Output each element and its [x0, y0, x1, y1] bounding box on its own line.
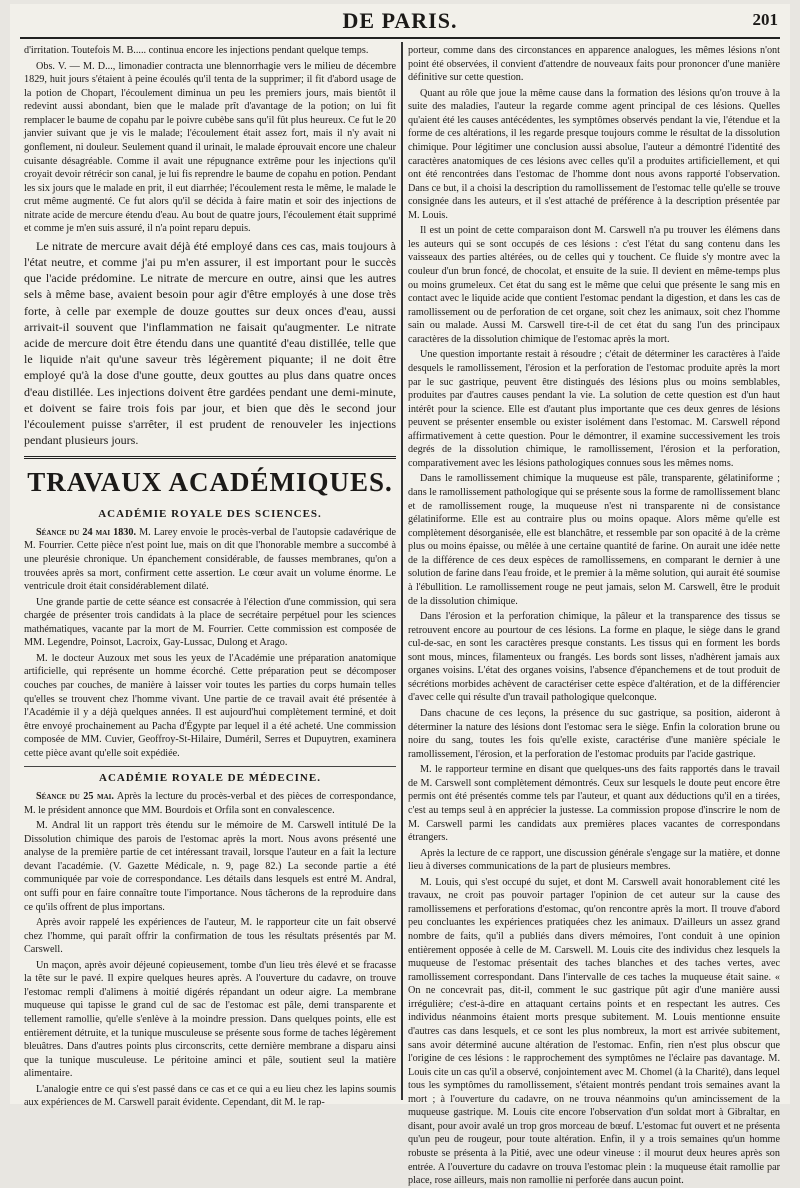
paragraph: Quant au rôle que joue la même cause dans la formation des lésions qu'on trouve à la suite des maladies, l'auteur la regarde comme agent principal de ces lésions. Quelles qu'aient été les causes antécédentes, les symptômes observés pendant la vie, l'étendue et la forme de ces altérations, il les regarde presque toujours comme le résultat de la dissolution chimique. Pour légitimer une conclusion aussi absolue, l'auteur a démontré l'identité des caractères anatomiques de ces lésions avec celles qu'il a produites artificiellement, et qui ont été rencontrées dans l'estomac de l'homme dont nous avons rapporté l'observation. Dans ce but, il a choisi la description du ramollissement de l'estomac telle qu'elle se trouve consignée dans les auteurs, et il s'est attaché de préférence à la description présentée par M. Louis.: [408, 87, 780, 221]
paragraph: [24, 790, 396, 817]
paragraph: Dans l'érosion et la perforation chimique, la pâleur et la transparence des tissus se retrouvent encore au pourtour de ces lésions. La forme en plaque, le siège dans le grand cul-de-sac, en sont les caractères presque constants. Les tissus qui en forment les bords sont mous, minces, filamenteux ou frangés. Les bords sont lisses, n'adhèrent jamais aux organes voisins. L'état des organes voisins, l'absence d'épanchemens et de tout produit de sécrétions morbides achèvent de caractériser cette espèce d'altération, et de la différencier d'avec celle qui résulte d'un travail pathologique quelconque.: [408, 611, 780, 704]
paragraph: M. le rapporteur termine en disant que quelques-uns des faits rapportés dans le travail de M. Carswell sont complètement démontrés. Ceux sur lesquels le doute peut encore être permis ont été présentés comme tels par l'auteur, et quant aux déductions qu'il en a tirées, c'est au temps seul à en apprécier la justesse. La commission propose d'inscrire le nom de M. Carswell parmi les candidats aux premières places vacantes de correspondans étrangers.: [408, 764, 780, 844]
right-column: [408, 44, 780, 1187]
page-header: [10, 4, 790, 38]
section-title: TRAVAUX ACADÉMIQUES.: [27, 467, 393, 498]
paragraph: M. Louis, qui s'est occupé du sujet, et dont M. Carswell avait honorablement cité les travaux, ne croit pas pouvoir partager l'opinion de cet auteur sur la cause des ramollissemens et perforations d'estomac, qu'on rencontre après la mort. Il trouve d'abord peu concluantes les expériences pratiquées chez les animaux. D'ailleurs un assez grand nombre de faits, qu'il a publiés dans divers mémoires, l'ont conduit à une opinion entièrement opposée à celle de M. Carswell. M. Louis cite des individus chez lesquels la muqueuse de l'estomac présentait des taches blanches et des taches vertes, avec ramollissement correspondant. Dans l'intervalle de ces taches la muqueuse était saine. « On ne concevrait pas, dit-il, comment le suc gastrique pût agir d'une manière aussi irrégulière; c'est-à-dire en attaquant certains points et en respectant les autres. Ces individus néanmoins étaient morts presque subitement. M. Louis mentionne ensuite d'autres cas dans lesquels, et ce sont les plus nombreux, la mort est arrivée subitement, sans avoir déterminé aucune altération de l'estomac. Enfin, rien n'est plus obscur que l'origine de ces lésions : le rapprochement des symptômes ne l'éclaire pas davantage. M. Louis cite un cas qu'il a observé, conjointement avec M. Chomel (à la Charité), dans lequel tous les symptômes du ramollissement, s'étaient montrés pendant trois semaines avant la mort ; à l'ouverture du cadavre, on ne trouva néanmoins qu'un amincissement de la muqueuse gastrique. M. Louis cite encore l'observation d'un soldat mort à Gibraltar, en disant, pour avoir avalé un trop gros morceau de bœuf. L'estomac fut ouvert et ne présenta qu'un peu de rougeur, pour toute altération. Enfin, il y a trois semaines qu'un homme robuste se présenta à la Pitié, avec une odeur vineuse : il mourut deux heures après son entrée. A l'ouverture du cadavre on trouva l'estomac plein : la muqueuse était ramollie par place, rose ailleurs, mais non ramollie ni perforée dans aucun point.: [408, 876, 780, 1187]
paragraph: Dans chacune de ces leçons, la présence du suc gastrique, sa position, aideront à déterminer la nature des lésions dont l'estomac sera le siège. Enfin la coloration brune ou noire du sang, toutes les fois qu'elle existe, caractérise d'une manière spéciale le ramollissement, l'érosion, et la perforation de l'estomac produits par l'acide gastrique.: [408, 708, 780, 760]
section-rule: [24, 456, 396, 459]
paragraph-text: M. Larey envoie le procès-verbal de l'autopsie cadavérique de M. Fourrier. Cette pièce n'est point lue, mais on dit que l'honorable membre a succombé à une pleurésie chronique. Un épanchement considérable, de fausses membranes, qu'on a trouvées après sa mort, confirment cette assertion. Le cœur avait un volume énorme. Le ventricule droit était considérablement dilaté.: [24, 526, 396, 593]
paragraph: Une question importante restait à résoudre ; c'était de déterminer les caractères à l'aide desquels le ramollissement, l'érosion et la perforation de l'estomac produite après la mort par le suc gastrique, peuvent être distingués des lésions plus ou moins semblables, produites par d'autres causes pendant la vie. La solution de cette question est d'un haut intérêt pour la science. Elle est d'autant plus importante que ces deux genres de lésions peuvent se présenter ensemble ou exister isolément dans l'estomac. M. Carswell répond affirmativement à cette question. Pour le démontrer, il examine successivement les trois degrés de la dissolution chimique, le ramollissement, l'érosion et la perforation, comparativement avec les lésions pathologiques connues sous les mêmes noms.: [408, 349, 780, 469]
newspaper-page: [10, 4, 790, 1187]
paragraph: Après avoir rappelé les expériences de l'auteur, M. le rapporteur cite un fait observé chez l'homme, qui paraît offrir la confirmation de tous les résultats présentés par M. Carswell.: [24, 917, 396, 956]
paragraph: M. le docteur Auzoux met sous les yeux de l'Académie une préparation anatomique artificielle, qui représente un homme écorché. Cette préparation peut se décomposer couches par couches, de manière à laisser voir toutes les parties du corps humain telles qu'elles se trouvent chez l'homme vivant. Une partie de ce travail avait été présentée à l'Académie il y a déjà quelques années. Il est aujourd'hui complètement terminé, et doit être envoyé prochainement au Pacha d'Égypte par lequel il a été acheté. Une commission composée de MM. Cuvier, Geoffroy-St-Hilaire, Duméril, Serres et Dupuytren, examinera cette pièce avant qu'elle soit expédiée.: [24, 652, 396, 759]
paragraph: Il est un point de cette comparaison dont M. Carswell n'a pu trouver les élémens dans les auteurs qui se sont occupés de ces lésions : c'est l'état du sang contenu dans les vaisseaux des parties altérées, ou de celles qui y touchent. Ce fluide s'y montre avec la couleur d'un brun foncé, de chocolat, et ensuite de la suie. Il devient en même-temps plus ou moins grumeleux. Cet état du sang est le même que celui que présente le sang mis en contact avec le liquide acide que contient l'estomac pendant la digestion, et dans les cas de ramollissement ou de perforation de cet organe, soit chez les animaux, soit chez l'homme sain ou malade. Aussi M. Carswell tire-t-il de cet état du sang l'un des principaux caractères de la dissolution chimique de l'estomac après la mort.: [408, 225, 780, 345]
paragraph: porteur, comme dans des circonstances en apparence analogues, les mêmes lésions n'ont point été observées, il convient d'attendre de nouveaux faits pour prononcer d'une manière définitive sur cette question.: [408, 45, 780, 84]
paragraph: Dans le ramollissement chimique la muqueuse est pâle, transparente, gélatiniforme ; dans le ramollissement pathologique qui se présente sous la forme de ramollissement blanc et de ramollissement rouge, la muqueuse n'est ni transparente ni de consistance gélatiniforme. Elle est au contraire plus ou moins opaque. Alors même qu'elle est complètement désorganisée, elle est blanchâtre, et ressemble par son opacité à de la crème plus ou moins épaisse, ou mêlée à une certaine quantité de farine. On aurait une idée nette de la différence de ces deux espèces de ramollissemens, en comparant le dernier à une solution de farine dans l'eau froide, et le premier à la même solution, qui aurait été soumise à l'ébullition. Le ramollissement rouge ne peut jamais, selon M. Carswell, être le produit de la dissolution chimique.: [408, 473, 780, 607]
academy-heading: ACADÉMIE ROYALE DES SCIENCES.: [98, 508, 322, 521]
paragraph: Une grande partie de cette séance est consacrée à l'élection d'une commission, qui sera chargée de présenter trois candidats à la place de secrétaire perpétuel pour les sciences mathématiques, vacante par la mort de M. Fourrier. Cette commission est composée de MM. Legendre, Poinsot, Lacroix, Gay-Lussac, Dulong et Arago.: [24, 596, 396, 649]
paragraph-text: Après la lecture du procès-verbal et des pièces de correspondance, M. le président annonce que MM. Bourdois et Orfila sont en convalescence.: [24, 791, 397, 816]
seance-date: Séance du 25 mai.: [36, 791, 114, 803]
running-head: DE PARIS.: [342, 8, 458, 33]
paragraph: L'analogie entre ce qui s'est passé dans ce cas et ce qui a eu lieu chez les lapins soumis aux expériences de M. Carswell parait évidente. Cependant, dit M. le rap-: [24, 1083, 396, 1109]
column-divider: [401, 42, 403, 1100]
page-number: 201: [752, 10, 778, 29]
paragraph: Obs. V. — M. D..., limonadier contracta une blennorrhagie vers le milieu de décembre 1829, huit jours s'étaient à peine écoulés qu'il tenta de la supprimer; il fit d'abord usage de la potion de Chopart, l'écoulement diminua un peu les premiers jours, mais bientôt il redevint aussi abondant, bien que le malade prît d'avantage de la potion; on lui fit remplacer le baume de copahu par le poivre cubèbe sans qu'il fût plus heureux. Ce fut le 20 janvier suivant que je vis le malade; l'écoulement était assez fort, mais il n'y avait ni gonflement, ni douleur. Seulement quand il urinait, le malade éprouvait encore une chaleur cuisante désagréable. Comme il avait une répugnance extrême pour les injections qu'il croyait devoir rétrécir son canal, je lui fis reprendre le baume de copahu en potion. Pendant les six jours que le malade en prit, il eut diarrhée; l'écoulement resta le même, le malade le crut même augmenté. Ce fut alors qu'il se décida à faire matin et soir des injections de nitrate acide de mercure étendu d'eau. Au bout de quatre jours, l'écoulement était supprimé et comme je m'en suis assuré, il n'a point reparu depuis.: [24, 60, 396, 235]
paragraph: [24, 526, 396, 594]
academy-heading: ACADÉMIE ROYALE DE MÉDECINE.: [24, 766, 396, 786]
paragraph: d'irritation. Toutefois M. B..... continua encore les injections pendant quelque temps.: [24, 45, 369, 56]
left-column: [24, 44, 397, 1109]
paragraph: M. Andral lit un rapport très étendu sur le mémoire de M. Carswell intitulé De la Dissolution chimique des parois de l'estomac après la mort. Nous avons présenté une analyse de la première partie de cet intéressant travail, lorsque l'auteur en a fait la lecture devant l'académie. (V. Gazette Médicale, n. 9, page 82.) La seconde partie a été communiquée par voie de correspondance. Les détails dans lesquels est entré M. Andral, ont suffi pour en faire connaître toute l'importance. Nous tâcherons de la reproduire dans ce qu'ils offrent de plus importans.: [24, 820, 396, 913]
paragraph: Après la lecture de ce rapport, une discussion générale s'engage sur la matière, et donne lieu à diverses communications de la part de plusieurs membres.: [408, 847, 780, 873]
paragraph: Le nitrate de mercure avait déjà été employé dans ces cas, mais toujours à l'état neutre, et comme j'ai pu m'en assurer, il est important pour le succès que l'acide prédomine. Le nitrate de mercure en outre, ainsi que les autres sels à même base, avaient besoin pour agir d'être employés à une dose très forte, à celle par exemple de douze gouttes sur deux onces d'eau, aussi arrivait-il souvent que l'inflammation ne faisait qu'augmenter. Le nitrate acide de mercure doit être étendu dans une quantité d'eau distillée, telle que le liquide n'ait qu'une saveur très légèrement piquante; il ne doit être employé qu'à la dose d'une goutte, deux gouttes au plus dans quatre onces d'eau distillée. Les injections doivent être gardées pendant une demi-minute, et doivent se faire trois fois par jour, et bien que dès le second jour l'écoulement puisse s'arrêter, il est prudent de renouveler les injections pendant plusieurs jours.: [24, 238, 396, 448]
header-rule: [20, 37, 780, 39]
paragraph: Un maçon, après avoir déjeuné copieusement, tombe d'un lieu très élevé et se fracasse la tête sur le pavé. Il expire quelques heures après. A l'ouverture du cadavre, on trouve l'estomac rempli d'alimens à moitié digérés répandant un odeur aigre. La membrane muqueuse qui tapisse le grand cul de sac de l'estomac est pâle, demi transparente et tellement ramollie, qu'elle s'enlève à la moindre pression. Dans quelques points, elle est entièrement détruite, et la tunique musculeuse se présente sous forme de taches légèrement bleuâtres. Dans d'autres points plus circonscrits, cette dernière membrane a disparu ainsi que la tunique musculeuse. Le péritoine aminci et pâle, soutient seul la matière alimentaire.: [24, 959, 396, 1080]
seance-date: Séance du 24 mai 1830.: [36, 526, 137, 538]
